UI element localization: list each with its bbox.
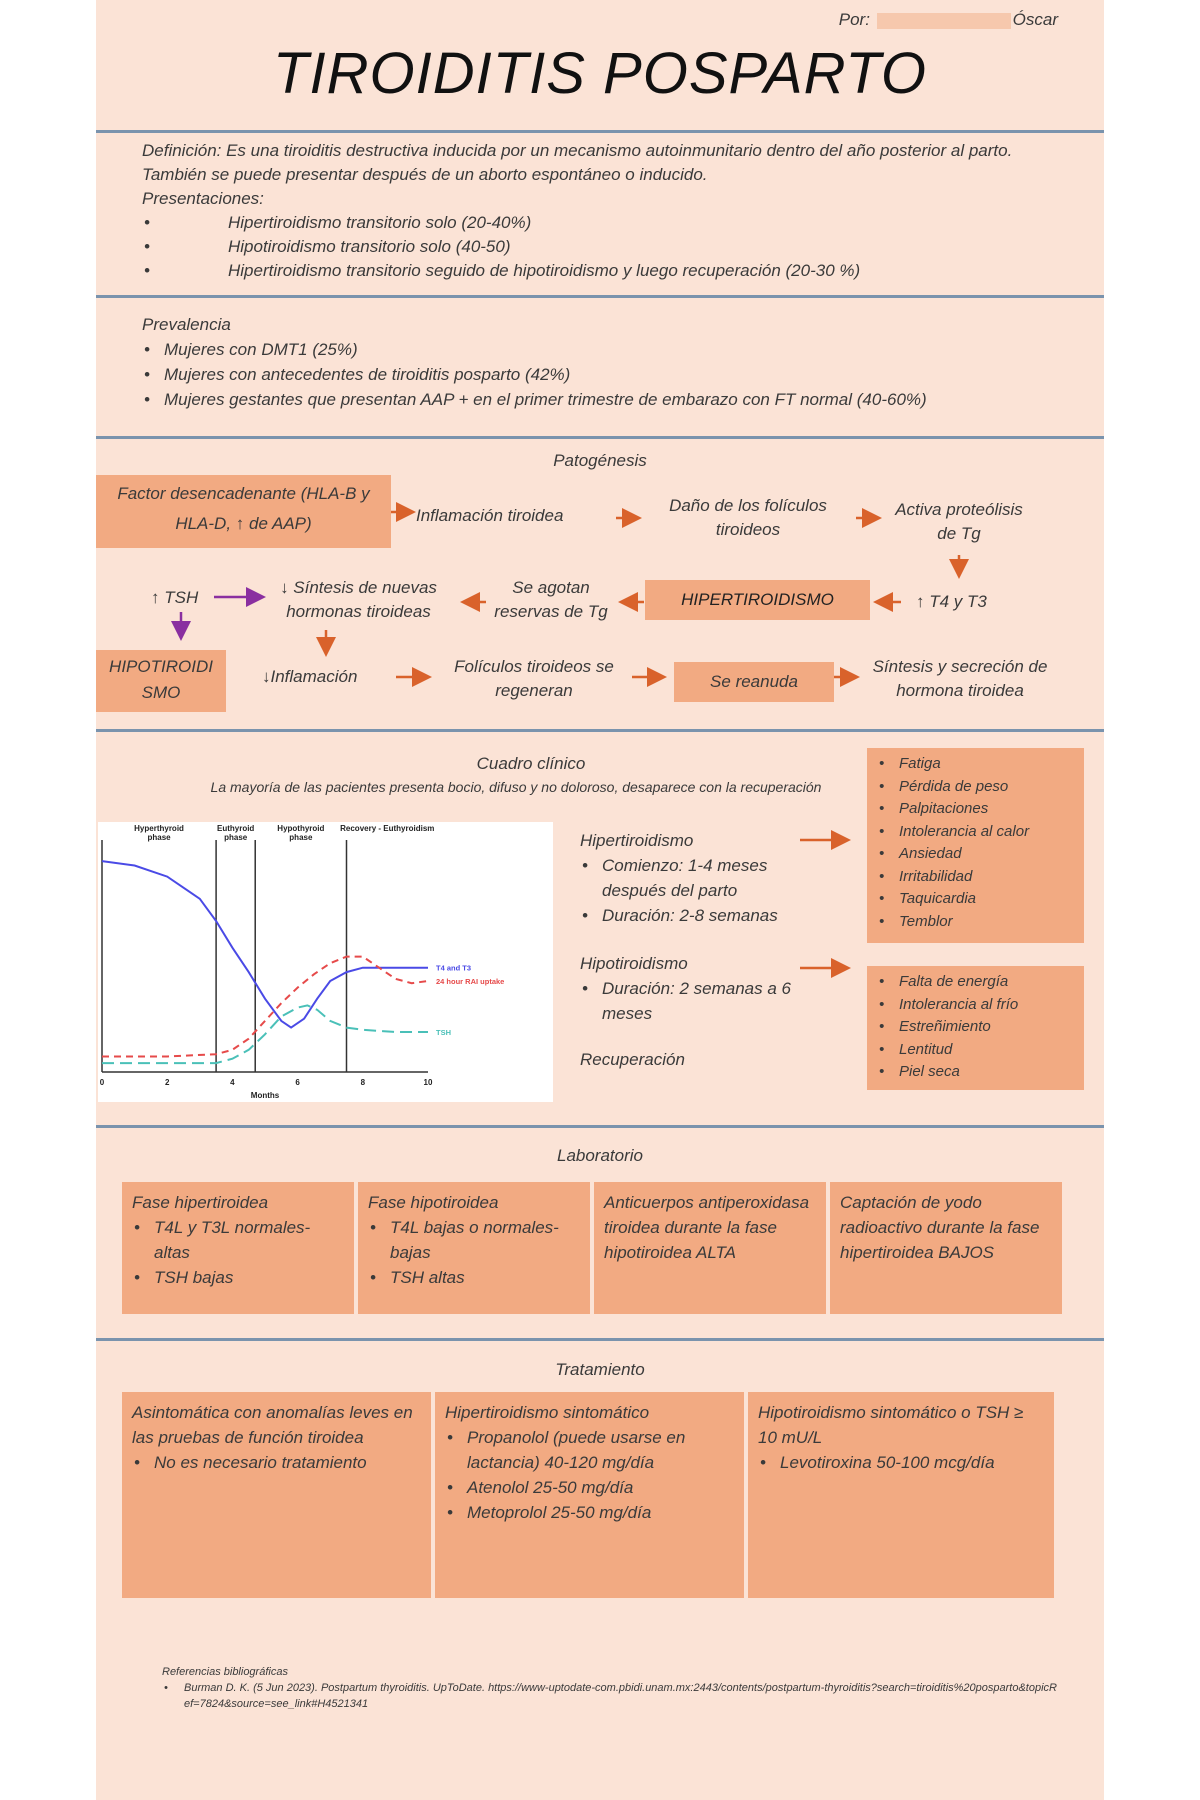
hypo-list: [580, 976, 830, 1026]
list-item: • Comienzo: 1-4 meses después del parto: [580, 853, 830, 903]
phase-label: Euthyroid phase: [216, 824, 255, 842]
author-name: Óscar: [1012, 10, 1058, 29]
lab-col-hyper: [122, 1182, 354, 1314]
list-item: • TSH altas: [368, 1265, 580, 1290]
list-item: • Mujeres gestantes que presentan AAP + en el primer trimestre de embarazo con FT normal (40-60%): [142, 387, 1082, 412]
phase-label: Hyperthyroid phase: [134, 824, 184, 842]
lab-col-list: [132, 1215, 344, 1290]
phase-label: Recovery - Euthyroidism: [340, 824, 435, 833]
secrecion-text: Síntesis y secreción de hormona tiroidea: [872, 657, 1048, 700]
lab-col-heading: Anticuerpos antiperoxidasa tiroidea durante la fase hipotiroidea ALTA: [604, 1193, 810, 1262]
x-tick-label: 10: [423, 1078, 433, 1087]
list-item: • Fatiga: [877, 753, 1074, 776]
list-item: • Falta de energía: [877, 971, 1074, 994]
treatment-col-list: [132, 1450, 421, 1475]
series-label: T4 and T3: [436, 963, 472, 973]
series-line: [102, 861, 428, 1028]
clinical-subtitle: La mayoría de las pacientes presenta bocio, difuso y no doloroso, desaparece con la recuperación: [210, 779, 822, 795]
reanuda-box: Se reanuda: [674, 662, 834, 702]
list-item: • Irritabilidad: [877, 866, 1074, 889]
list-item: • Propanolol (puede usarse en lactancia) 40-120 mg/día: [445, 1425, 734, 1475]
treatment-col-list: [445, 1425, 734, 1525]
series-line: [102, 957, 428, 1057]
list-item: • Mujeres con antecedentes de tiroiditis posparto (42%): [142, 362, 1082, 387]
hyper-symptoms-box: [867, 748, 1084, 943]
definition-text: Definición: Es una tiroiditis destructiva inducida por un mecanismo autoinmunitario dentro del año posterior al parto. También se puede presentar después de un aborto espontáneo o inducido.: [142, 141, 1013, 184]
presentaciones-list: [142, 211, 1042, 283]
divider: [96, 295, 1104, 298]
hipertiroidismo-box: HIPERTIROIDISMO: [645, 580, 870, 620]
recovery-text: Recuperación: [580, 1050, 685, 1069]
lab-col-antibodies: [594, 1182, 826, 1314]
dec-inflamacion-text: ↓Inflamación: [262, 667, 358, 686]
lab-col-heading: Captación de yodo radioactivo durante la fase hipertiroidea BAJOS: [840, 1193, 1040, 1262]
list-item: • Temblor: [877, 911, 1074, 934]
hypo-symptoms-box: [867, 966, 1084, 1090]
list-item: • Atenolol 25-50 mg/día: [445, 1475, 734, 1500]
clinical-title: Cuadro clínico: [476, 754, 586, 773]
references-section: [162, 1664, 1062, 1712]
list-item: • Hipertiroidismo transitorio solo (20-40%): [142, 211, 1042, 235]
divider: [96, 436, 1104, 439]
inflamacion-text: Inflamación tiroidea: [416, 506, 564, 525]
treatment-col-asymptomatic: [122, 1392, 431, 1598]
series-label: TSH: [436, 1028, 451, 1038]
list-item: • Intolerancia al calor: [877, 821, 1074, 844]
series-line: [102, 1005, 428, 1063]
t4t3-text: ↑ T4 y T3: [916, 592, 987, 611]
hypo-symptoms-list: [877, 971, 1074, 1084]
definition-section: [142, 139, 1042, 283]
presentaciones-label: Presentaciones:: [142, 189, 264, 208]
lab-col-heading: Fase hipertiroidea: [132, 1193, 269, 1212]
pathogenesis-title: Patogénesis: [553, 451, 647, 470]
list-item: • Estreñimiento: [877, 1016, 1074, 1039]
thyroid-phase-chart: [98, 822, 553, 1102]
treatment-col-heading: Hipertiroidismo sintomático: [445, 1403, 650, 1422]
dano-text: Daño de los folículos tiroideos: [669, 496, 827, 539]
treatment-col-hyper: [435, 1392, 744, 1598]
list-item: • Ansiedad: [877, 843, 1074, 866]
x-tick-label: 8: [360, 1078, 366, 1087]
author-prefix: Por:: [838, 10, 870, 29]
lab-col-list: [368, 1215, 580, 1290]
list-item: • Mujeres con DMT1 (25%): [142, 337, 1082, 362]
author-redaction: [877, 13, 1011, 29]
list-item: • Duración: 2 semanas a 6 meses: [580, 976, 830, 1026]
clinical-hyper: [580, 828, 830, 928]
author-line: [839, 10, 1058, 30]
phase-label: Hypothyroid phase: [277, 824, 325, 842]
hypo-title: Hipotiroidismo: [580, 954, 688, 973]
list-item: • T4L y T3L normales-altas: [132, 1215, 344, 1265]
series-label: 24 hour RAI uptake: [436, 976, 505, 986]
prevalence-title: Prevalencia: [142, 315, 231, 334]
lab-col-iodine: [830, 1182, 1062, 1314]
x-axis-label: Months: [250, 1091, 280, 1100]
treatment-title: Tratamiento: [555, 1360, 645, 1379]
proteolisis-text: Activa proteólisis de Tg: [895, 500, 1023, 543]
divider: [96, 729, 1104, 732]
clinical-hypo: [580, 951, 830, 1026]
list-item: • No es necesario tratamiento: [132, 1450, 421, 1475]
x-tick-label: 4: [230, 1078, 235, 1087]
references-list: [162, 1680, 1062, 1712]
treatment-col-list: [758, 1450, 1044, 1475]
references-title: Referencias bibliográficas: [162, 1666, 288, 1678]
prevalence-list: [142, 337, 1082, 412]
x-tick-label: 2: [164, 1078, 170, 1087]
list-item: • Taquicardia: [877, 888, 1074, 911]
tsh-text: ↑ TSH: [151, 588, 199, 607]
list-item: • Hipertiroidismo transitorio seguido de hipotiroidismo y luego recuperación (20-30 %): [142, 259, 1042, 283]
divider: [96, 1338, 1104, 1341]
factor-box: Factor desencadenante (HLA-B y HLA-D, ↑ de AAP): [96, 475, 391, 548]
hyper-list: [580, 853, 830, 928]
reference-link[interactable]: Burman D. K. (5 Jun 2023). Postpartum thyroiditis. UpToDate. https://www-uptodate-com.pbidi.unam.mx:2443/contents/postpartum-thyroiditis?search=tiroiditis%20posparto&topicRef=7824&source=see_link#H4521341: [184, 1682, 1057, 1710]
list-item: • Pérdida de peso: [877, 776, 1074, 799]
sintesis-nuevas-text: ↓ Síntesis de nuevas hormonas tiroideas: [280, 578, 437, 621]
divider: [96, 1125, 1104, 1128]
treatment-col-hypo: [748, 1392, 1054, 1598]
list-item: • TSH bajas: [132, 1265, 344, 1290]
list-item: • Intolerancia al frío: [877, 994, 1074, 1017]
list-item: [162, 1680, 1062, 1712]
divider: [96, 130, 1104, 133]
lab-col-heading: Fase hipotiroidea: [368, 1193, 499, 1212]
list-item: • Metoprolol 25-50 mg/día: [445, 1500, 734, 1525]
list-item: • Piel seca: [877, 1061, 1074, 1084]
regeneran-text: Folículos tiroideos se regeneran: [454, 657, 614, 700]
list-item: • Levotiroxina 50-100 mcg/día: [758, 1450, 1044, 1475]
list-item: • Duración: 2-8 semanas: [580, 903, 830, 928]
lab-col-hypo: [358, 1182, 590, 1314]
prevalence-section: [142, 312, 1082, 412]
treatment-col-heading: Asintomática con anomalías leves en las pruebas de función tiroidea: [132, 1403, 413, 1447]
clinical-arrows: [796, 820, 856, 980]
hyper-title: Hipertiroidismo: [580, 831, 694, 850]
laboratory-title: Laboratorio: [556, 1146, 643, 1165]
hyper-symptoms-list: [877, 753, 1074, 933]
list-item: • T4L bajas o normales-bajas: [368, 1215, 580, 1265]
list-item: • Hipotiroidismo transitorio solo (40-50): [142, 235, 1042, 259]
list-item: • Palpitaciones: [877, 798, 1074, 821]
x-tick-label: 0: [99, 1078, 105, 1087]
infographic-page: [96, 0, 1104, 1800]
hipotiroidismo-box: HIPOTIROIDISMO: [96, 650, 226, 712]
page-title: TIROIDITIS POSPARTO: [273, 41, 927, 106]
list-item: • Lentitud: [877, 1039, 1074, 1062]
agotan-text: Se agotan reservas de Tg: [494, 578, 608, 621]
treatment-col-heading: Hipotiroidismo sintomático o TSH ≥ 10 mU/L: [758, 1403, 1024, 1447]
x-tick-label: 6: [295, 1078, 300, 1087]
